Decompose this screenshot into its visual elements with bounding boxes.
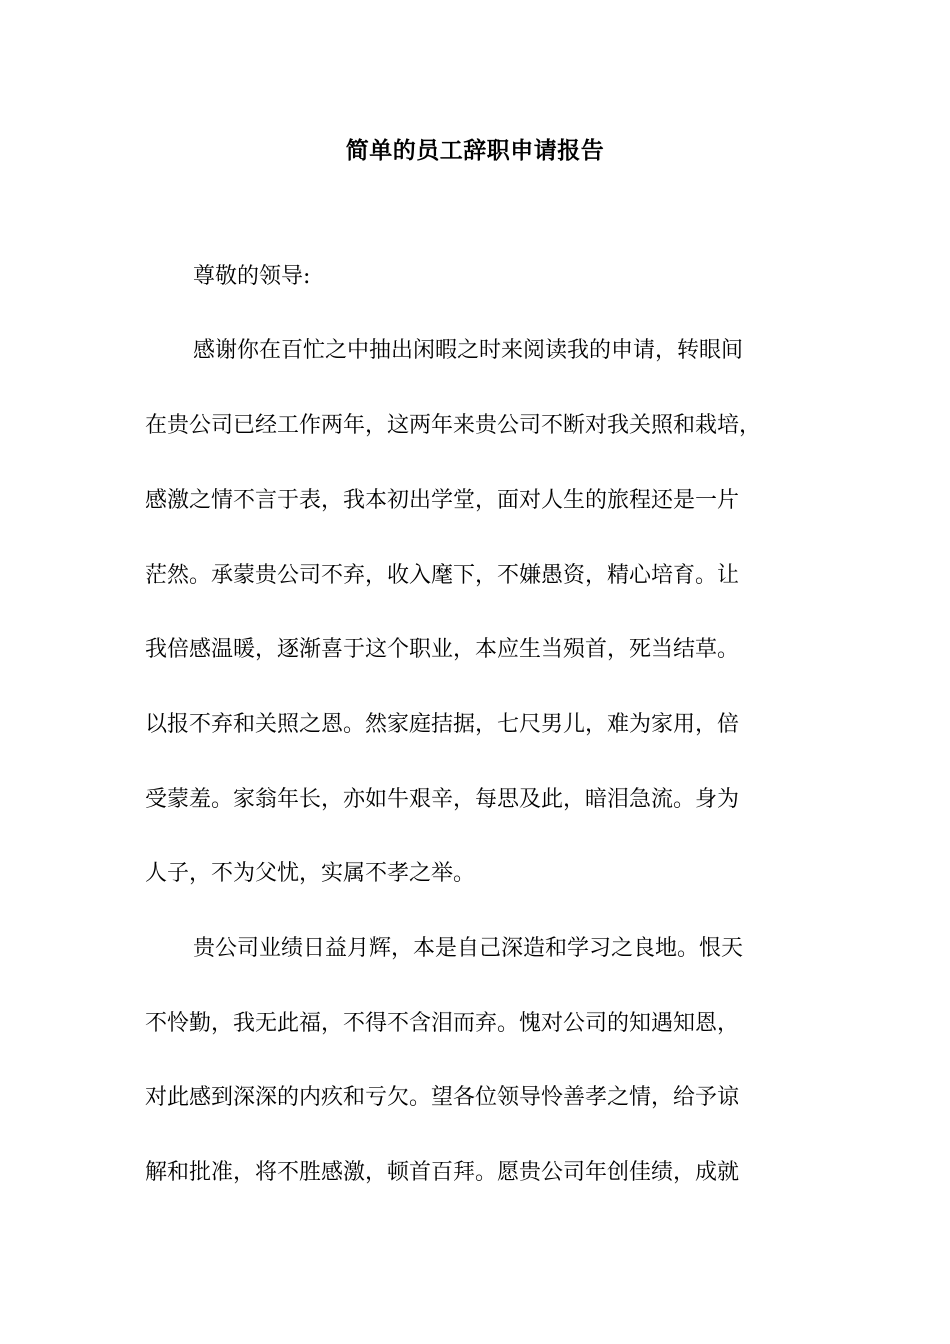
body-line: 解和批准，将不胜感激，顿首百拜。愿贵公司年创佳绩，成就	[145, 1160, 740, 1185]
body-line: 贵公司业绩日益月辉，本是自己深造和学习之良地。恨天	[193, 936, 744, 961]
document-title: 简单的员工辞职申请报告	[345, 137, 605, 164]
body-line: 感谢你在百忙之中抽出闲暇之时来阅读我的申请，转眼间	[193, 338, 744, 363]
body-line: 对此感到深深的内疚和亏欠。望各位领导怜善孝之情，给予谅	[145, 1085, 740, 1110]
body-line: 人子，不为父忧，实属不孝之举。	[145, 861, 476, 886]
body-line: 茫然。承蒙贵公司不弃，收入麾下，不嫌愚资，精心培育。让	[145, 563, 740, 588]
body-line: 在贵公司已经工作两年，这两年来贵公司不断对我关照和栽培，	[145, 413, 762, 438]
body-line: 受蒙羞。家翁年长，亦如牛艰辛，每思及此，暗泪急流。身为	[145, 787, 740, 812]
body-line: 我倍感温暖，逐渐喜于这个职业，本应生当殒首，死当结草。	[145, 637, 740, 662]
body-line: 不怜勤，我无此福，不得不含泪而弃。愧对公司的知遇知恩，	[145, 1011, 740, 1036]
salutation: 尊敬的领导:	[193, 264, 311, 289]
body-line: 以报不弃和关照之恩。然家庭拮据，七尺男儿，难为家用，倍	[145, 712, 740, 737]
body-line: 感激之情不言于表，我本初出学堂，面对人生的旅程还是一片	[145, 488, 740, 513]
